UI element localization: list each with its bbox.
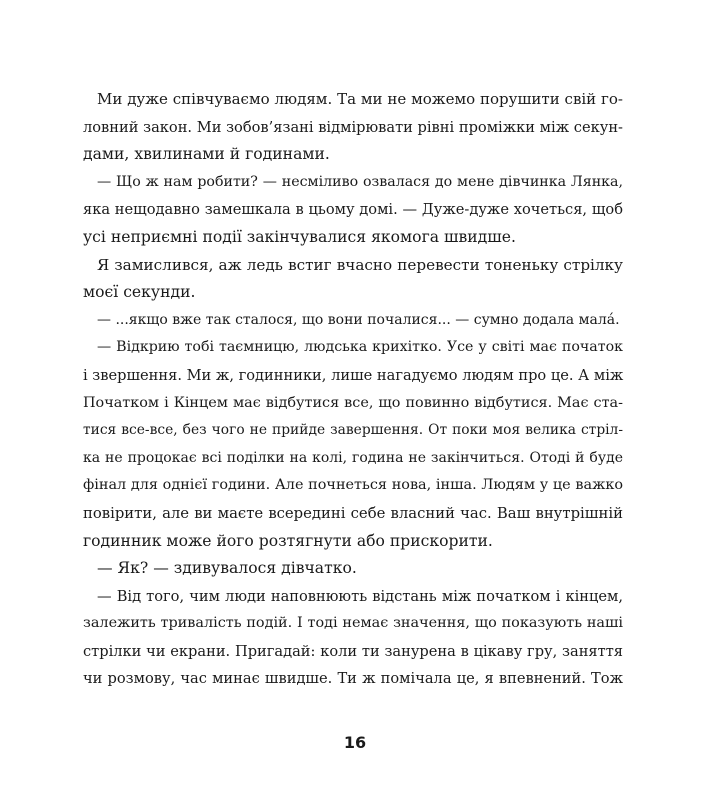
text-line: усі неприємні події закінчувалися якомога швидше. bbox=[83, 227, 516, 246]
text-line: — ...якщо вже так сталося, що вони почалися... — сумно додала малá. bbox=[97, 311, 620, 328]
text-line: Початком і Кінцем має відбутися все, що повинно відбутися. Має ста- bbox=[83, 394, 623, 411]
text-line: тися все-все, без чого не прийде завершення. От поки моя велика стріл- bbox=[83, 422, 623, 439]
text-line: моєї секунди. bbox=[83, 283, 196, 302]
text-line: залежить тривалість подій. І тоді немає значення, що показують наші bbox=[83, 615, 623, 632]
text-line: яка нещодавно замешкала в цьому домі. — Дуже-дуже хочеться, щоб bbox=[83, 201, 623, 219]
paragraph bbox=[83, 334, 623, 555]
text-line: повірити, але ви маєте всередині себе власний час. Ваш внутрішній bbox=[83, 504, 623, 522]
text-line: фінал для однієї години. Але почнеться нова, інша. Людям у це важко bbox=[83, 477, 623, 494]
paragraph bbox=[83, 583, 623, 693]
paragraph bbox=[83, 86, 623, 169]
text-line: Ми дуже співчуваємо людям. Та ми не можемо порушити свій го- bbox=[97, 90, 623, 108]
text-line: стрілки чи екрани. Пригадай: коли ти занурена в цікаву гру, заняття bbox=[83, 642, 623, 660]
text-line: — Від того, чим люди наповнюють відстань між початком і кінцем, bbox=[97, 587, 623, 605]
text-line: дами, хвилинами й годинами. bbox=[83, 145, 330, 164]
body-text bbox=[83, 86, 623, 693]
paragraph bbox=[83, 307, 623, 335]
text-line: Я замислився, аж ледь встиг вчасно перевести тоненьку стрілку bbox=[97, 255, 623, 274]
page-number: 16 bbox=[343, 733, 367, 752]
paragraph bbox=[83, 555, 623, 583]
paragraph bbox=[83, 252, 623, 307]
text-line: і звершення. Ми ж, годинники, лише нагадуємо людям про це. А між bbox=[83, 366, 624, 384]
text-line: годинник може його розтягнути або прискорити. bbox=[83, 531, 493, 550]
text-line: — Що ж нам робити? — несміливо озвалася до мене дівчинка Лянка, bbox=[97, 173, 623, 190]
text-line: ка не процокає всі поділки на колі, година не закінчиться. Отоді й буде bbox=[83, 449, 623, 466]
text-line: — Як? — здивувалося дівчатко. bbox=[97, 559, 357, 578]
text-line: — Відкрию тобі таємницю, людська крихітко. Усе у світі має початок bbox=[97, 339, 623, 356]
paragraph bbox=[83, 169, 623, 252]
text-line: ловний закон. Ми зобов’язані відмірювати рівні проміжки між секун- bbox=[83, 118, 623, 136]
text-line: чи розмову, час минає швидше. Ти ж помічала це, я впевнений. Тож bbox=[83, 670, 623, 688]
